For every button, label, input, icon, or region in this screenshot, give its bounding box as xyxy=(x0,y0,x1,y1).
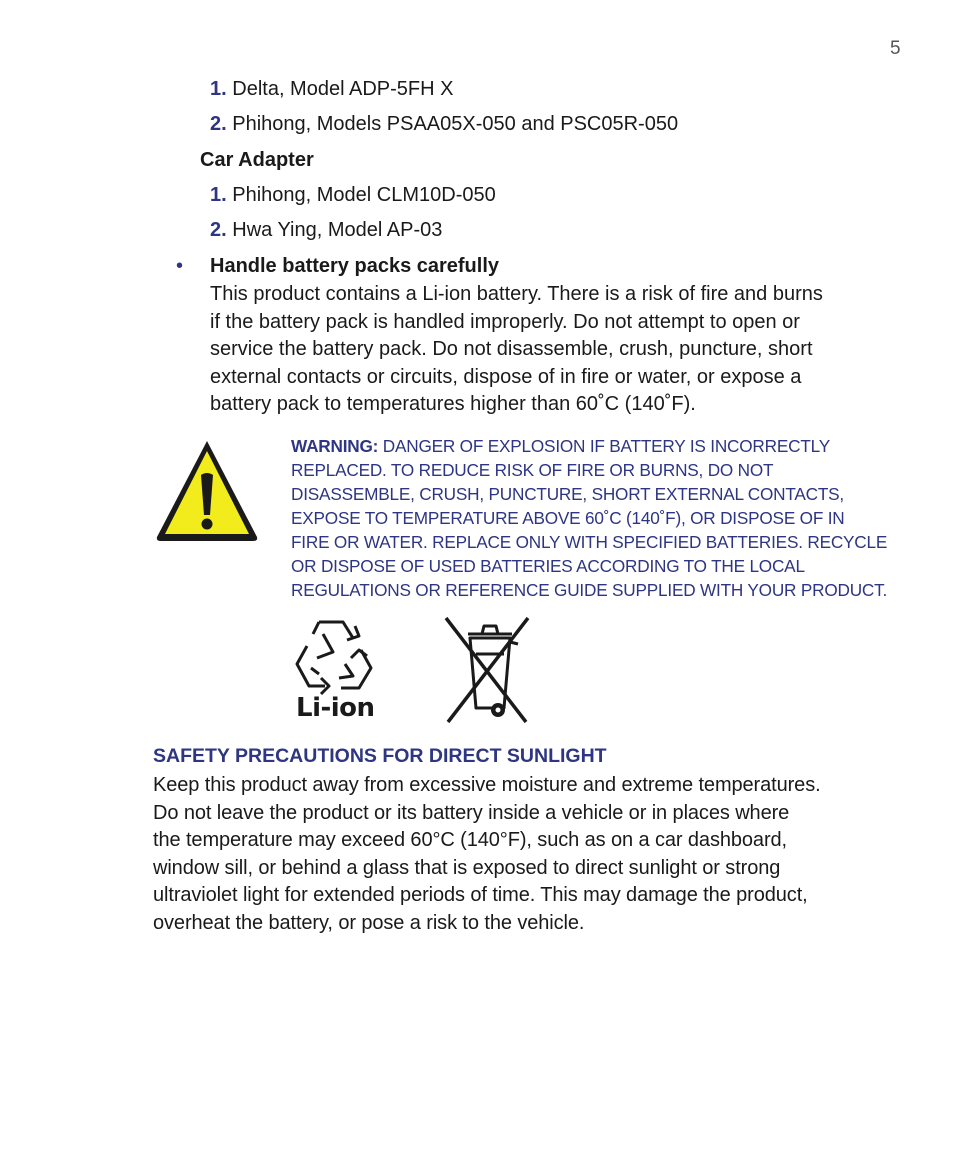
warning-line: REPLACED. TO REDUCE RISK OF FIRE OR BURNS, DO NOT xyxy=(291,460,774,480)
paragraph-line: external contacts or circuits, dispose of in fire or water, or expose a xyxy=(210,365,802,388)
paragraph-line: Keep this product away from excessive moisture and extreme temperatures. xyxy=(153,774,821,796)
warning-line: REGULATIONS OR REFERENCE GUIDE SUPPLIED WITH YOUR PRODUCT. xyxy=(291,580,888,600)
list-item-number: 2. xyxy=(210,219,227,241)
paragraph-line: window sill, or behind a glass that is exposed to direct sunlight or strong xyxy=(153,856,781,879)
list-item-number: 2. xyxy=(210,113,227,135)
list-item-number: 1. xyxy=(210,78,227,100)
paragraph-line: This product contains a Li-ion battery. There is a risk of fire and burns xyxy=(210,283,823,305)
sunlight-paragraph xyxy=(153,772,821,937)
warning-line: DISASSEMBLE, CRUSH, PUNCTURE, SHORT EXTERNAL CONTACTS, xyxy=(291,484,844,504)
warning-label: WARNING: xyxy=(291,436,379,456)
crossed-out-wheelie-bin-icon xyxy=(442,614,532,726)
warning-line: OR DISPOSE OF USED BATTERIES ACCORDING TO THE LOCAL xyxy=(291,556,805,576)
list-item-text: Delta, Model ADP-5FH X xyxy=(232,78,454,100)
warning-line: EXPOSE TO TEMPERATURE ABOVE 60˚C (140˚F), OR DISPOSE OF IN xyxy=(291,508,845,528)
list-item-text: Phihong, Model CLM10D-050 xyxy=(232,184,496,206)
paragraph-line: battery pack to temperatures higher than 60˚C (140˚F). xyxy=(210,393,696,415)
battery-heading: Handle battery packs carefully xyxy=(210,255,500,277)
list-item xyxy=(210,217,442,245)
paragraph-line: Do not leave the product or its battery inside a vehicle or in places where xyxy=(153,801,790,824)
paragraph-line: the temperature may exceed 60°C (140°F), such as on a car dashboard, xyxy=(153,829,787,851)
paragraph-line: ultraviolet light for extended periods of time. This may damage the product, xyxy=(153,884,808,906)
warning-first-line: DANGER OF EXPLOSION IF BATTERY IS INCORRECTLY xyxy=(378,436,830,456)
list-item-number: 1. xyxy=(210,184,227,206)
page-number: 5 xyxy=(890,38,901,59)
paragraph-line: service the battery pack. Do not disassemble, crush, puncture, short xyxy=(210,338,813,360)
section-title: SAFETY PRECAUTIONS FOR DIRECT SUNLIGHT xyxy=(153,745,607,767)
bullet-marker: • xyxy=(176,255,184,277)
list-item xyxy=(210,182,496,210)
list-item xyxy=(210,111,678,139)
paragraph-line: if the battery pack is handled improperly. Do not attempt to open or xyxy=(210,310,800,333)
warning-triangle-icon xyxy=(153,437,261,545)
battery-paragraph xyxy=(210,281,823,419)
list-item-text: Phihong, Models PSAA05X-050 and PSC05R-050 xyxy=(232,113,679,135)
li-ion-label: Li-ion xyxy=(296,693,375,723)
paragraph-line: overheat the battery, or pose a risk to the vehicle. xyxy=(153,911,585,934)
list-item xyxy=(210,76,453,104)
list-item-text: Hwa Ying, Model AP-03 xyxy=(232,219,443,241)
warning-line: FIRE OR WATER. REPLACE ONLY WITH SPECIFIED BATTERIES. RECYCLE xyxy=(291,532,888,552)
car-adapter-heading: Car Adapter xyxy=(200,149,314,171)
warning-text xyxy=(291,434,891,602)
